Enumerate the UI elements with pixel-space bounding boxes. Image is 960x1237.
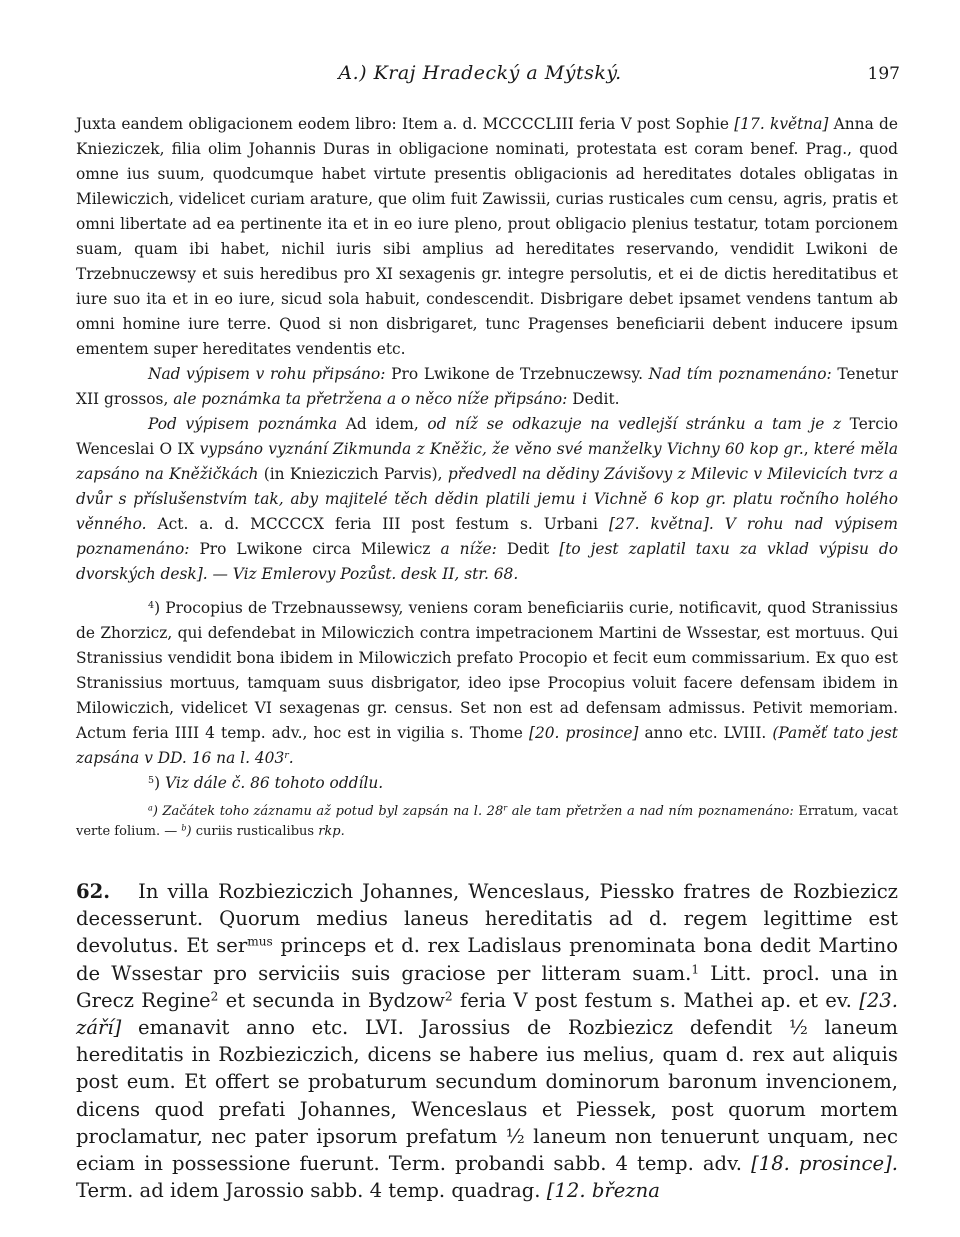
fraction-half: ½: [505, 1124, 525, 1148]
page-header: [0, 62, 960, 88]
entry-paragraph-obligation: Juxta eandem obligacionem eodem libro: Item a. d. MCCCCLIII feria V post Sophie [17. května] Anna de Knieziczek, filia olim Johannis Duras in obligacione nominati, protestata est coram benef. Prag., quod omne ius suum, quodcumque habet virtute presentis obligacionis ad hereditates dotales obligatas in Milewiczich, videlicet curiam arature, que olim fuit Zawissii, curias rusticales cum censu, agris, pratis et omni libertate ad ea pertinente ita et in eo iure pleno, prout obligacio plenius testatur, totam porcionem suam, quam ibi habet, nichil iuris sibi amplius ad hereditates reservando, vendidit Lwikoni de Trzebnuczewsy et suis heredibus pro XI sexagenis gr. integre persolutis, et ei de dictis hereditatibus et iure suo ita et in eo iure, sicud sola habuit, condescendit. Disbrigare debet ipsamet vendens tantum ab omni homine iure terre. Quod si non disbrigaret, tunc Pragenses beneficiarii debent inducere ipsum ementem super hereditates vendentis etc.: [76, 115, 898, 358]
entry-paragraph-margin-note: Nad výpisem v rohu připsáno: Pro Lwikone de Trzebnuczewsy. Nad tím poznamenáno: Tenetur XII grossos, ale poznámka ta přetržena a o něco níže připsáno: Dedit.: [76, 365, 898, 408]
entry-62: [76, 878, 898, 1204]
running-title: A.) Kraj Hradecký a Mýtský.: [338, 62, 622, 84]
textual-note-a-b: $^a$) Začátek toho záznamu až potud byl zapsán na l. 28$^r$ ale tam přetržen a nad ním poznamenáno: Erratum, vacat verte folium. — $^b$) curiis rusticalibus rkp.: [76, 803, 899, 839]
entry-62-text: 62. In villa Rozbieziczich Johannes, Wenceslaus, Piessko fratres de Rozbiezicz decesserunt. Quorum medius laneus hereditatis ad d. regem legittime est devolutus. Et ser$^{mus}$ princeps et d. rex Ladislaus prenominata bona dedit Martino de Wssestar pro serviciis suis graciose per litteram suam.$^1$ Litt. procl. una in Grecz Regine$^2$ et secunda in Bydzow$^2$ feria V post festum s. Mathei ap. et ev. [23. září] emanavit anno etc. LVI. Jarossius de Rozbiezicz defendit ½ laneum hereditatis in Rozbieziczich, dicens se habere ius melius, quam d. rex aut aliquis post eum. Et offert se probaturum secundum dominorum baronum invencionem, dicens quod prefati Johannes, Wenceslaus et Piessek, post quorum mortem proclamatur, nec pater ipsorum prefatum ½ laneum non tenuerunt unquam, nec eciam in possessione fuerunt. Term. probandi sabb. 4 temp. adv. [18. prosince]. Term. ad idem Jarossio sabb. 4 temp. quadrag. [12. března: [76, 880, 898, 1203]
footnote-4: $^4$) Procopius de Trzebnaussewsy, veniens coram beneficiariis curie, notificavit, quod Stranissius de Zhorzicz, qui defendebat in Milowiczich contra impetracionem Martini de Wssestar, est mortuus. Qui Stranissius vendidit bona ibidem in Milowiczich prefato Procopio et fecit eum commissarium. Ex quo est Stranissius mortuus, tamquam suus disbrigator, ideo ipse Procopius voluit facere defensam ibidem in Milowiczich, videlicet VI sexagenas gr. census. Set non est ad defensam admissus. Petivit memoriam. Actum feria IIII 4 temp. adv., hoc est in vigilia s. Thome [20. prosince] anno etc. LVIII. (Paměť tato jest zapsána v DD. 16 na l. 403$^r$.: [76, 599, 898, 767]
footnote-marker: 4: [148, 599, 155, 611]
footnote-ref: 2: [210, 989, 219, 1004]
footnote-marker: 5: [148, 774, 155, 786]
entry-number: 62.: [76, 880, 111, 903]
previous-entry-continuation: [76, 112, 898, 842]
note-marker: b: [181, 823, 187, 833]
footnote-ref: 1: [691, 961, 700, 976]
footnote-5: $^5$) Viz dále č. 86 tohoto oddílu.: [148, 774, 384, 792]
fraction-half: ½: [788, 1016, 808, 1040]
note-marker: a: [148, 803, 153, 813]
footnote-ref: 2: [444, 989, 453, 1004]
page-number: 197: [867, 64, 900, 84]
entry-paragraph-note-below: Pod výpisem poznámka Ad idem, od níž se odkazuje na vedlejší stránku a tam je z Tercio Wenceslai O IX vypsáno vyznání Zikmunda z Kněžic, že věno své manželky Vichny 60 kop gr., které měla zapsáno na Kněžičkách (in Knieziczich Parvis), předvedl na dědiny Závišovy z Milevic v Milevicích tvrz a dvůr s příslušenstvím tak, aby majitelé těch dědin platili jemu i Vichně 6 kop gr. platu ročního holého věnného. Act. a. d. MCCCCX feria III post festum s. Urbani [27. května]. V rohu nad výpisem poznamenáno: Pro Lwikone circa Milewicz a níže: Dedit [to jest zaplatil taxu za vklad výpisu do dvorských desk]. — Viz Emlerovy Pozůst. desk II, str. 68.: [76, 415, 899, 583]
